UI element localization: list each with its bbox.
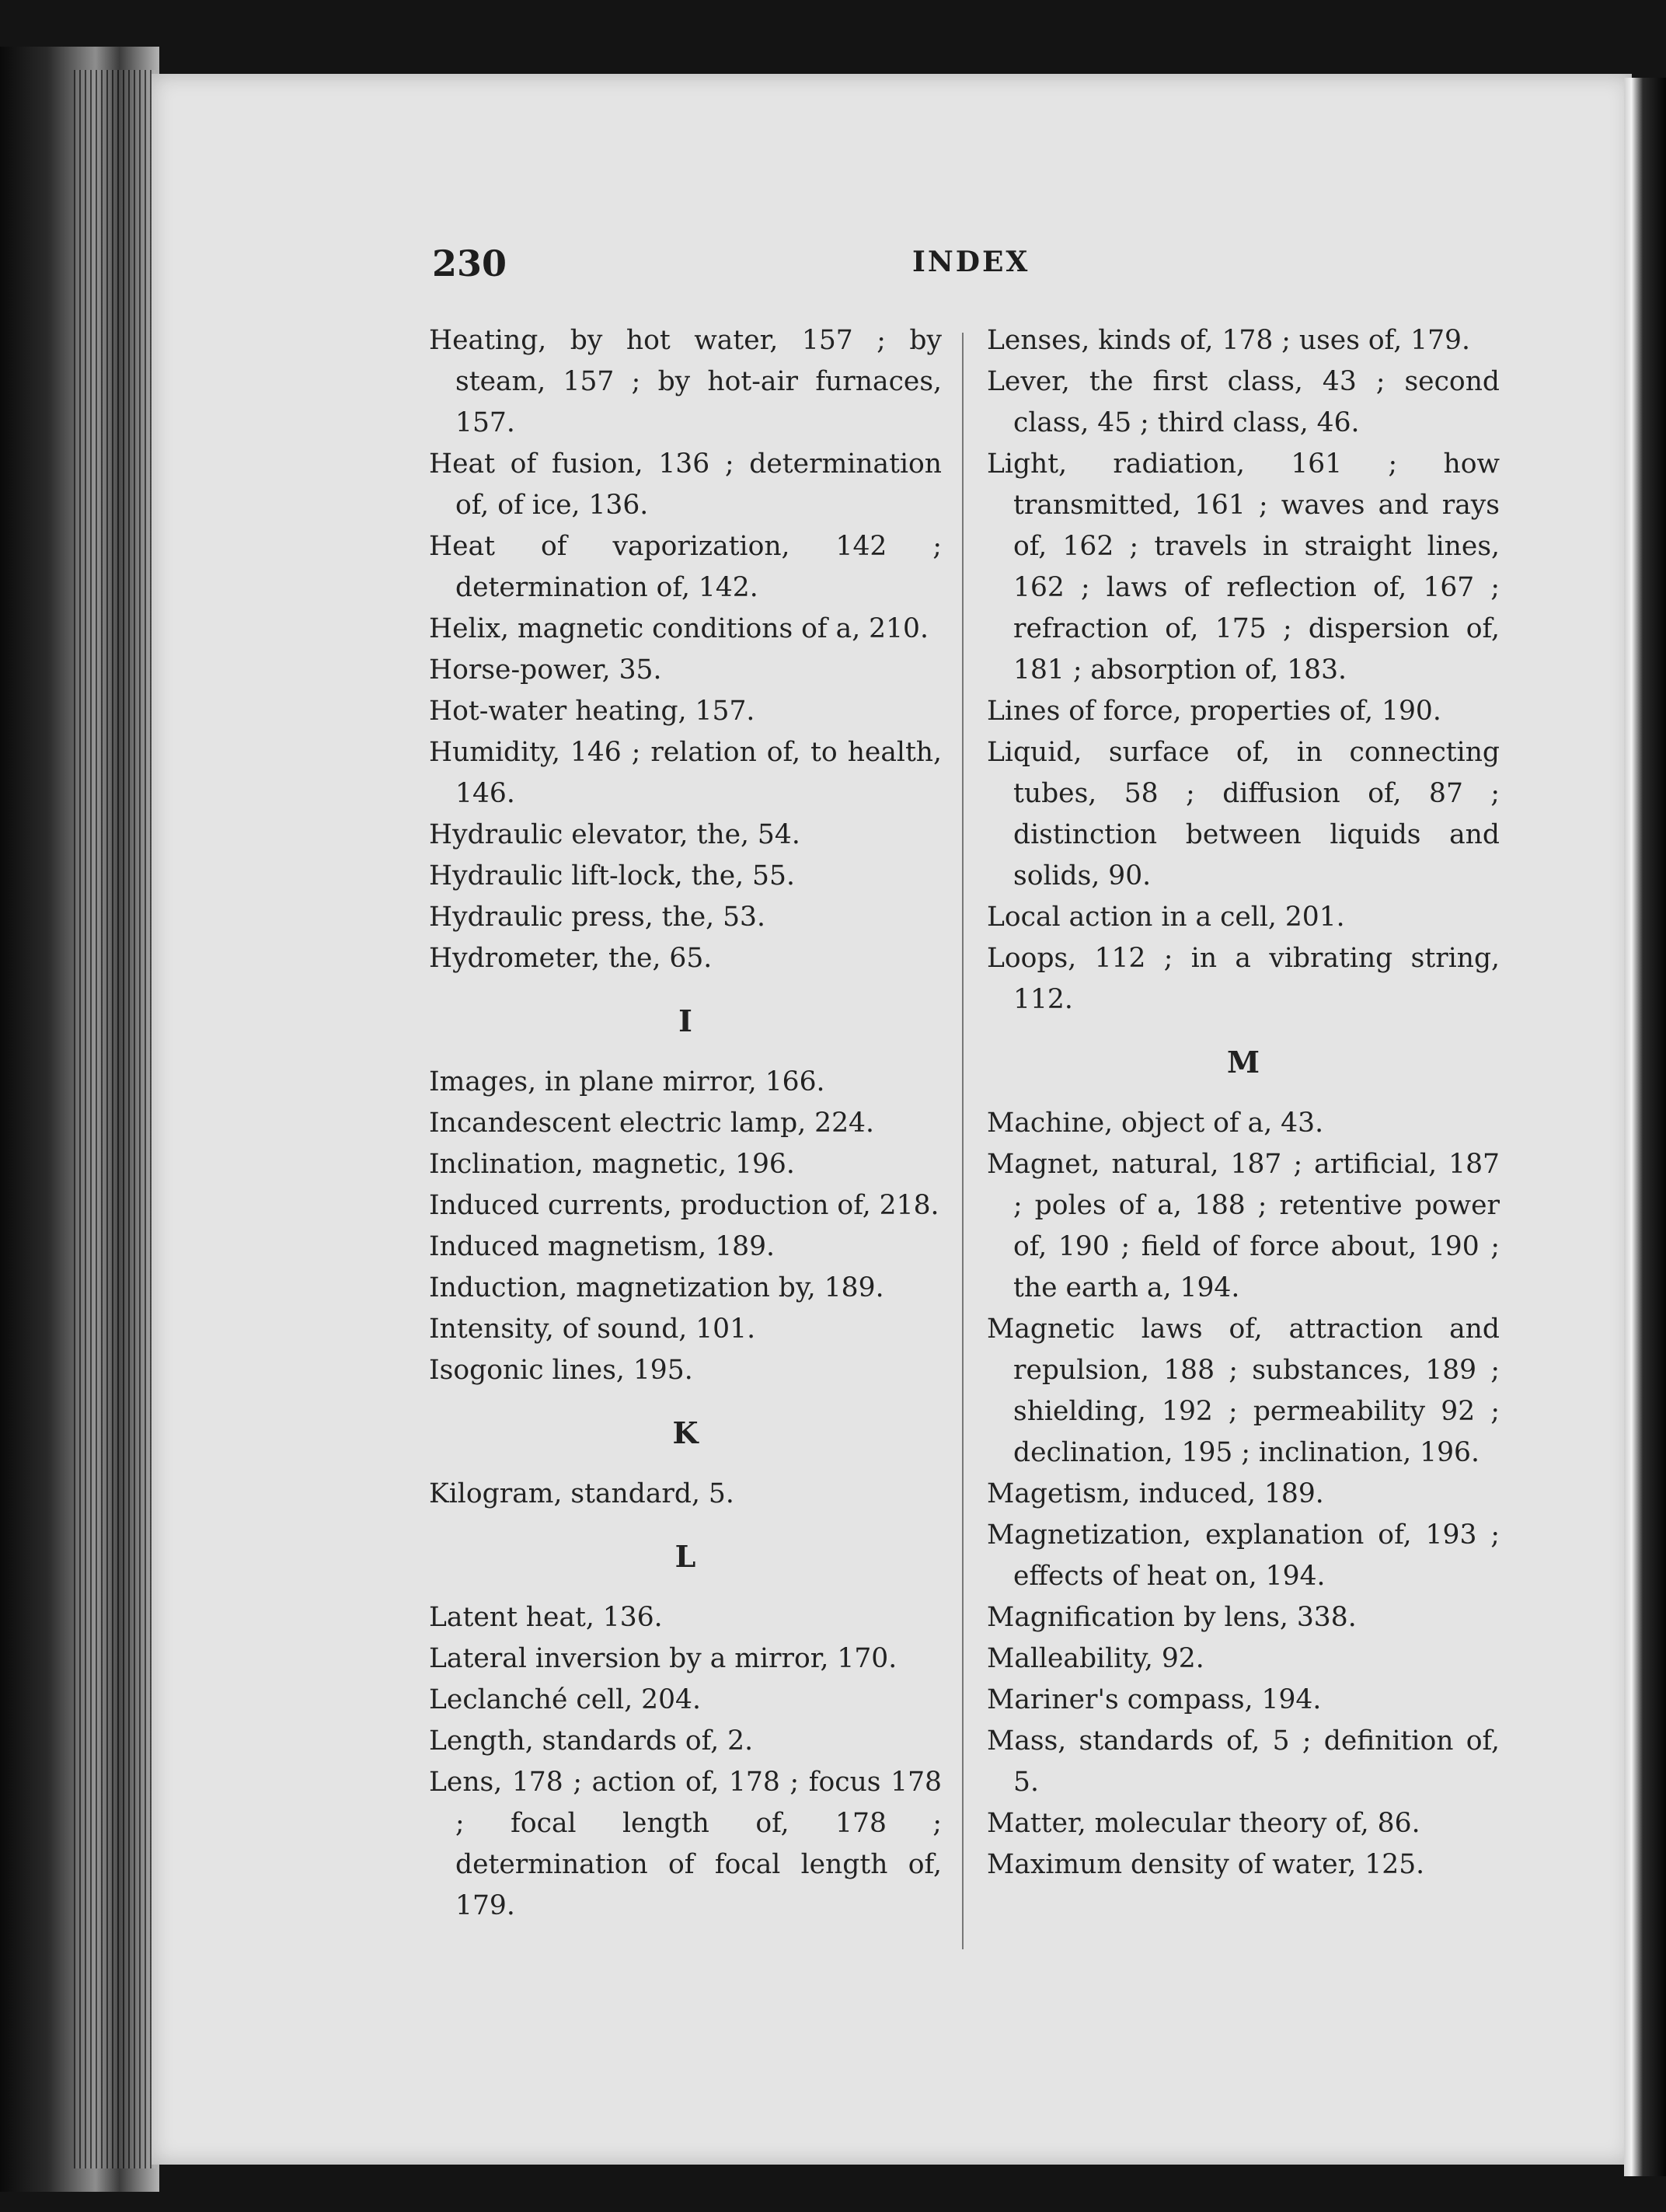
index-entry: Hydraulic elevator, the, 54. <box>429 819 800 850</box>
section-letter-heading: M <box>1226 1045 1260 1080</box>
index-entry: Light, radiation, 161 ; how transmitted, 161 ; waves and rays of, 162 ; travels in straight lines, 162 ; laws of reflection of, 167 ; refraction of, 175 ; dispersion of, 181 ; absorption of, 183. <box>987 448 1500 686</box>
index-entry: Magnification by lens, 338. <box>987 1602 1357 1633</box>
index-entry: Induction, magnetization by, 189. <box>429 1272 884 1303</box>
index-entry: Isogonic lines, 195. <box>429 1355 693 1386</box>
index-entry: Liquid, surface of, in connecting tubes, 58 ; diffusion of, 87 ; distinction between liquids and solids, 90. <box>987 737 1500 891</box>
index-entry: Length, standards of, 2. <box>429 1725 754 1757</box>
index-entry: Lines of force, properties of, 190. <box>987 696 1441 727</box>
index-entry: Induced magnetism, 189. <box>429 1231 775 1262</box>
index-entry: Magnet, natural, 187 ; artificial, 187 ; poles of a, 188 ; retentive power of, 190 ; field of force about, 190 ; the earth a, 194. <box>987 1149 1500 1303</box>
index-entry: Kilogram, standard, 5. <box>429 1478 734 1509</box>
index-entry: Matter, molecular theory of, 86. <box>987 1808 1420 1839</box>
page-number: 230 <box>432 242 507 284</box>
index-entry: Lever, the first class, 43 ; second class, 45 ; third class, 46. <box>987 366 1500 438</box>
index-entry: Hot-water heating, 157. <box>429 696 755 727</box>
index-entry: Magetism, induced, 189. <box>987 1478 1324 1509</box>
index-entry: Horse-power, 35. <box>429 654 662 686</box>
section-letter-heading: L <box>674 1539 696 1574</box>
column-divider <box>962 333 964 1949</box>
page-edges-left <box>74 70 155 2168</box>
index-entry: Machine, object of a, 43. <box>987 1108 1324 1139</box>
index-entry: Images, in plane mirror, 166. <box>429 1066 825 1097</box>
index-column-left <box>429 320 942 1927</box>
index-entry: Mass, standards of, 5 ; definition of, 5. <box>987 1725 1500 1798</box>
index-entry: Loops, 112 ; in a vibrating string, 112. <box>987 943 1500 1015</box>
index-entry: Lens, 178 ; action of, 178 ; focus 178 ; focal length of, 178 ; determination of focal length of, 179. <box>429 1767 942 1921</box>
index-entry: Maximum density of water, 125. <box>987 1849 1425 1880</box>
index-entry: Hydrometer, the, 65. <box>429 943 713 974</box>
index-entry: Intensity, of sound, 101. <box>429 1314 756 1345</box>
section-letter-heading: K <box>672 1415 699 1450</box>
index-entry: Malleability, 92. <box>987 1643 1204 1674</box>
index-entry: Leclanché cell, 204. <box>429 1684 701 1715</box>
index-entry: Helix, magnetic conditions of a, 210. <box>429 613 929 644</box>
index-entry: Heat of fusion, 136 ; determination of, of ice, 136. <box>429 448 942 521</box>
index-entry: Humidity, 146 ; relation of, to health, 146. <box>429 737 942 809</box>
index-entry: Latent heat, 136. <box>429 1602 663 1633</box>
index-entry: Hydraulic press, the, 53. <box>429 902 765 933</box>
index-entry: Hydraulic lift-lock, the, 55. <box>429 860 795 891</box>
index-column-right <box>987 320 1500 1886</box>
index-entry: Magnetic laws of, attraction and repulsion, 188 ; substances, 189 ; shielding, 192 ; permeability 92 ; declination, 195 ; inclination, 196. <box>987 1314 1500 1468</box>
page-header <box>432 242 1504 289</box>
index-entry: Mariner's compass, 194. <box>987 1684 1322 1715</box>
page-edges-right <box>1624 78 1666 2176</box>
index-entry: Local action in a cell, 201. <box>987 902 1345 933</box>
section-letter-heading: I <box>678 1003 692 1038</box>
index-entry: Heating, by hot water, 157 ; by steam, 157 ; by hot-air furnaces, 157. <box>429 325 942 438</box>
index-entry: Lateral inversion by a mirror, 170. <box>429 1643 897 1674</box>
index-entry: Heat of vaporization, 142 ; determination of, 142. <box>429 531 942 603</box>
index-entry: Lenses, kinds of, 178 ; uses of, 179. <box>987 325 1470 356</box>
index-entry: Inclination, magnetic, 196. <box>429 1149 795 1180</box>
index-entry: Magnetization, explanation of, 193 ; effects of heat on, 194. <box>987 1519 1500 1592</box>
index-entry: Incandescent electric lamp, 224. <box>429 1108 874 1139</box>
running-head: INDEX <box>912 246 1030 278</box>
index-entry: Induced currents, production of, 218. <box>429 1190 939 1221</box>
